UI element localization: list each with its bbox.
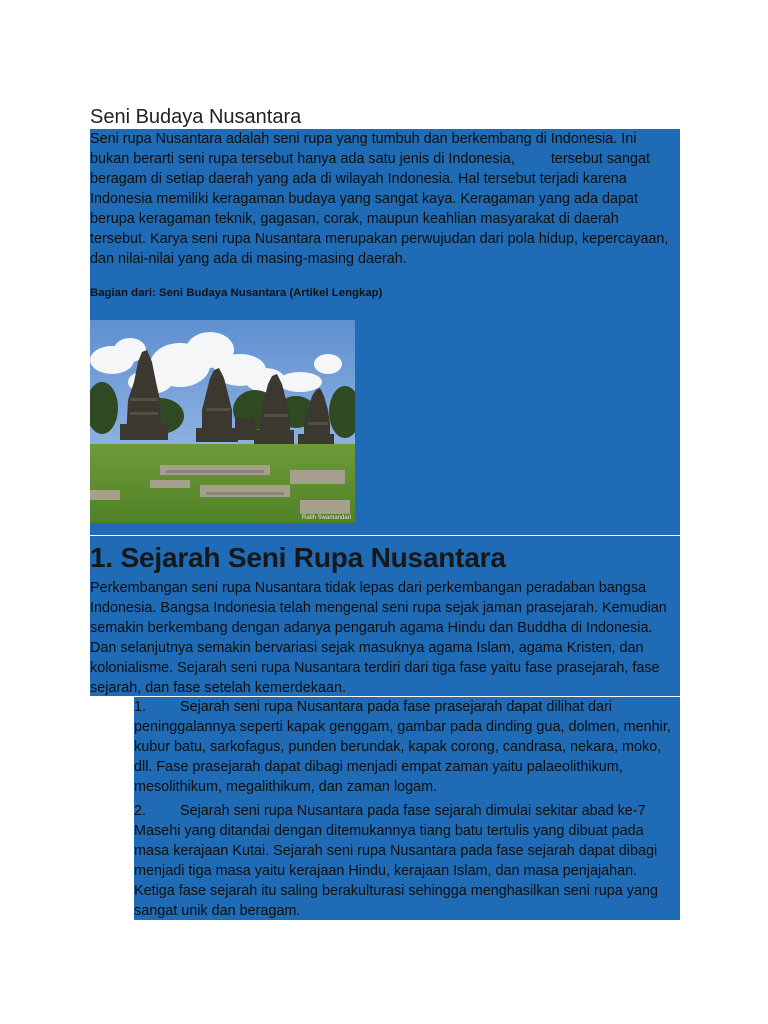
list-item bbox=[134, 801, 680, 921]
intro-block bbox=[90, 129, 680, 535]
section-paragraph: Perkembangan seni rupa Nusantara tidak lepas dari perkembangan peradaban bangsa Indonesia. Bangsa Indonesia telah mengenal seni rupa sejak jaman prasejarah. Kemudian semakin berkembang dengan adanya pengaruh agama Hindu dan Buddha di Indonesia. Dan selanjutnya semakin bervariasi sejak masuknya agama Islam, agama Kristen, dan kolonialisme. Sejarah seni rupa Nusantara terdiri dari tiga fase yaitu fase prasejarah, fase sejarah, dan fase setelah kemerdekaan. bbox=[90, 580, 667, 696]
intro-text-part2: tersebut sangat beragam di setiap daerah yang ada di wilayah Indonesia. Hal tersebut terjadi karena Indonesia memiliki keragaman budaya yang sangat kaya. Keragaman yang ada dapat berupa keragaman teknik, gagasan, corak, maupun keahlian masyarakat di daerah tersebut. Karya seni rupa Nusantara merupakan perwujudan dari pola hidup, kepercayaan, dan nilai-nilai yang ada di masing-masing daerah. bbox=[90, 151, 669, 267]
temple-illustration bbox=[90, 320, 355, 523]
list-item bbox=[134, 697, 680, 797]
temple-photo bbox=[90, 320, 355, 523]
list-item-number: 1. bbox=[134, 699, 147, 715]
section-body bbox=[90, 578, 680, 696]
source-link[interactable]: Bagian dari: Seni Budaya Nusantara (Artikel Lengkap) bbox=[90, 287, 383, 299]
intro-paragraph bbox=[90, 129, 680, 269]
section-heading: 1. Sejarah Seni Rupa Nusantara bbox=[90, 536, 680, 580]
page-title: Seni Budaya Nusantara bbox=[90, 106, 302, 128]
photo-watermark: Ratih Swamandari bbox=[302, 515, 352, 521]
history-list bbox=[134, 697, 680, 920]
list-item-number: 2. bbox=[134, 803, 147, 819]
list-item-text: Sejarah seni rupa Nusantara pada fase sejarah dimulai sekitar abad ke-7 Masehi yang ditandai dengan ditemukannya tiang batu tertulis yang dibuat pada masa kerajaan Kutai. Sejarah seni rupa Nusantara pada fase sejarah dapat dibagi menjadi tiga masa yaitu kerajaan Hindu, kerajaan Islam, dan masa penjajahan. Ketiga fase sejarah itu saling berakulturasi sehingga menghasilkan seni rupa yang sangat unik dan beragam. bbox=[134, 803, 658, 919]
list-item-text: Sejarah seni rupa Nusantara pada fase prasejarah dapat dilihat dari peninggalannya seperti kapak genggam, gambar pada dinding gua, dolmen, menhir, kubur batu, sarkofagus, punden berundak, kapak corong, candrasa, nekara, moko, dll. Fase prasejarah dapat dibagi menjadi empat zaman yaitu palaeolithikum, mesolithikum, megalithikum, dan zaman logam. bbox=[134, 699, 671, 795]
intro-text-part1: Seni rupa Nusantara adalah seni rupa yang tumbuh dan berkembang di Indonesia. Ini bukan berarti seni rupa tersebut hanya ada satu jenis di Indonesia, bbox=[90, 131, 637, 167]
